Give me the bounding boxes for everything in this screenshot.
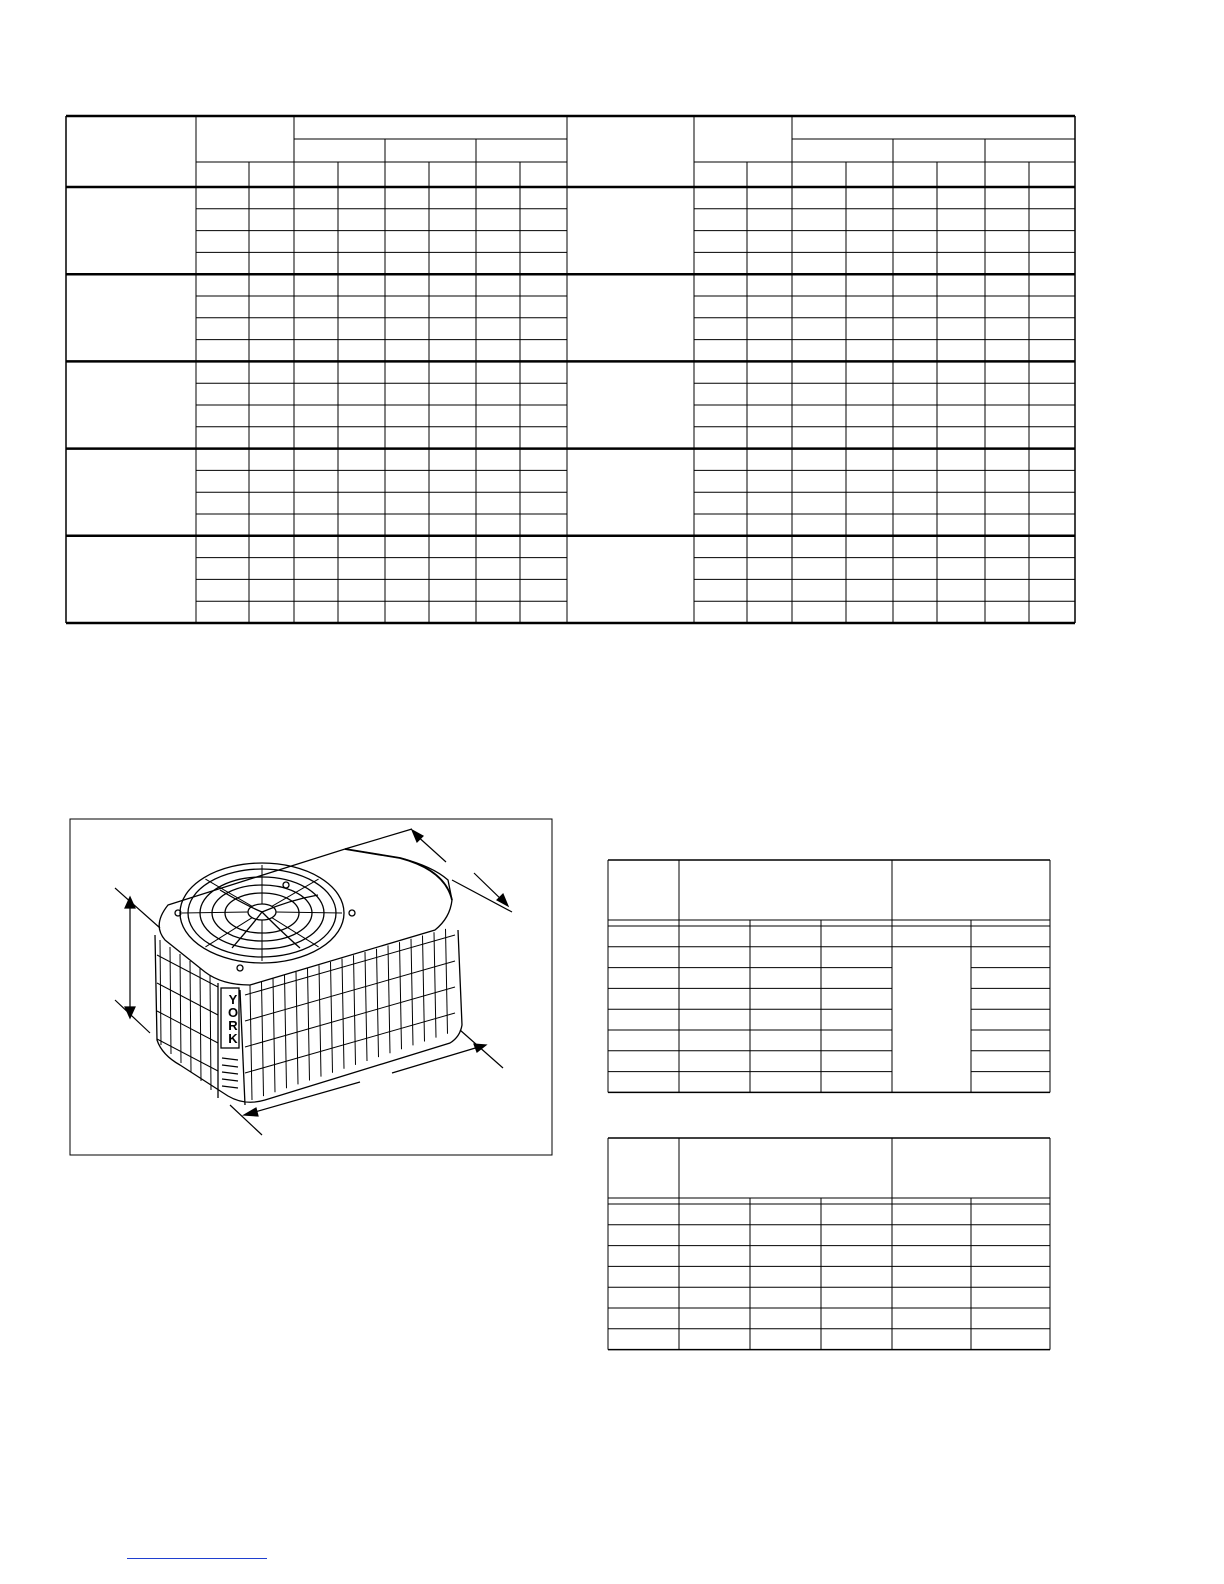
brand-logo: Y O R K [227,992,239,1046]
right-table-bottom [608,1138,1050,1350]
right-table-top [608,860,1050,1092]
footer-rule [127,1558,267,1559]
